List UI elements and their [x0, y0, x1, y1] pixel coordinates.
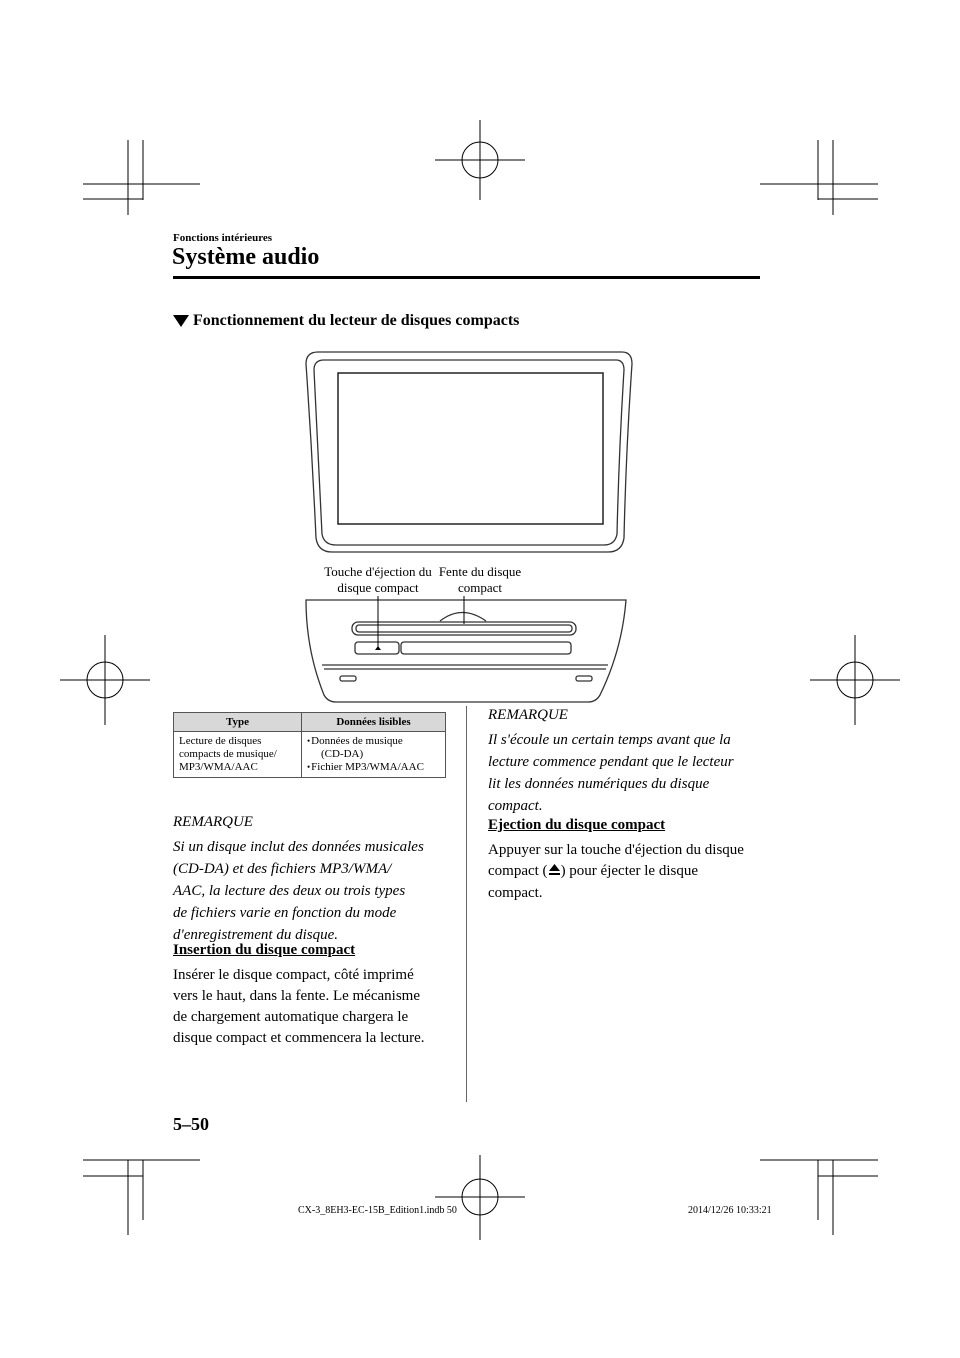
- note-line: Si un disque inclut des données musicales: [173, 839, 424, 855]
- data-bullet: • Données de musique: [307, 735, 440, 748]
- playable-data-table: [173, 712, 446, 778]
- note-line: compact.: [488, 798, 543, 814]
- body-text-insertion: [173, 965, 458, 1049]
- eject-icon: [548, 862, 561, 883]
- table-header-row: [174, 713, 446, 732]
- cd-unit-body: [306, 600, 626, 702]
- note-line: lit les données numériques du disque: [488, 776, 710, 792]
- body-line-part: ) pour éjecter le disque: [560, 863, 699, 879]
- subheading-ejection: Ejection du disque compact: [488, 817, 666, 833]
- data-bullet-continued: (CD-DA): [321, 748, 364, 760]
- callout-slot-line1: Fente du disque: [438, 564, 522, 579]
- note-text: [488, 729, 768, 817]
- note-line: d'enregistrement du disque.: [173, 927, 338, 943]
- body-line: vers le haut, dans la fente. Le mécanisme: [173, 988, 420, 1004]
- footer-timestamp: 2014/12/26 10:33:21: [688, 1205, 772, 1216]
- display-bezel-inner: [314, 360, 624, 545]
- callout-eject-line2: disque compact: [337, 580, 419, 595]
- note-line: Il s'écoule un certain temps avant que la: [488, 732, 731, 748]
- table-cell-data: [302, 732, 446, 778]
- table-cell-type: [174, 732, 302, 778]
- page-number: 5–50: [173, 1114, 209, 1134]
- body-line-part: compact (: [488, 863, 548, 879]
- footer-filename: CX-3_8EH3-EC-15B_Edition1.indb 50: [298, 1205, 457, 1216]
- chapter-category: Fonctions intérieures: [173, 232, 273, 244]
- type-line: compacts de musique/: [179, 748, 277, 760]
- display-bezel-outer: [306, 352, 632, 552]
- body-line: compact.: [488, 885, 543, 901]
- note-line: de fichiers varie en fonction du mode: [173, 905, 397, 921]
- section-heading-text: Fonctionnement du lecteur de disques compacts: [193, 312, 520, 329]
- table-header-type: Type: [174, 713, 302, 732]
- subheading-insertion: Insertion du disque compact: [173, 942, 356, 958]
- table-row: [174, 732, 446, 778]
- body-line: Insérer le disque compact, côté imprimé: [173, 967, 414, 983]
- body-text-ejection: [488, 840, 773, 904]
- type-line: MP3/WMA/AAC: [179, 761, 258, 773]
- body-line: Appuyer sur la touche d'éjection du disque: [488, 842, 744, 858]
- table-header-data: Données lisibles: [302, 713, 446, 732]
- note-label: REMARQUE: [488, 707, 568, 723]
- body-line: disque compact et commencera la lecture.: [173, 1030, 425, 1046]
- type-line: Lecture de disques: [179, 735, 262, 747]
- column-divider: [466, 706, 467, 1102]
- callout-eject-line1: Touche d'éjection du: [324, 564, 432, 579]
- callout-slot-line2: compact: [457, 580, 503, 595]
- display-screen: [338, 373, 603, 524]
- note-text: [173, 836, 455, 946]
- body-line: [488, 861, 773, 883]
- body-line: de chargement automatique chargera le: [173, 1009, 409, 1025]
- callout-disc-slot: [420, 564, 540, 596]
- page-title: Système audio: [172, 244, 320, 270]
- note-line: AAC, la lecture des deux ou trois types: [173, 883, 406, 899]
- note-line: lecture commence pendant que le lecteur: [488, 754, 734, 770]
- note-label: REMARQUE: [173, 814, 253, 830]
- note-line: (CD-DA) et des fichiers MP3/WMA/: [173, 861, 392, 877]
- data-bullet: • Fichier MP3/WMA/AAC: [307, 761, 440, 774]
